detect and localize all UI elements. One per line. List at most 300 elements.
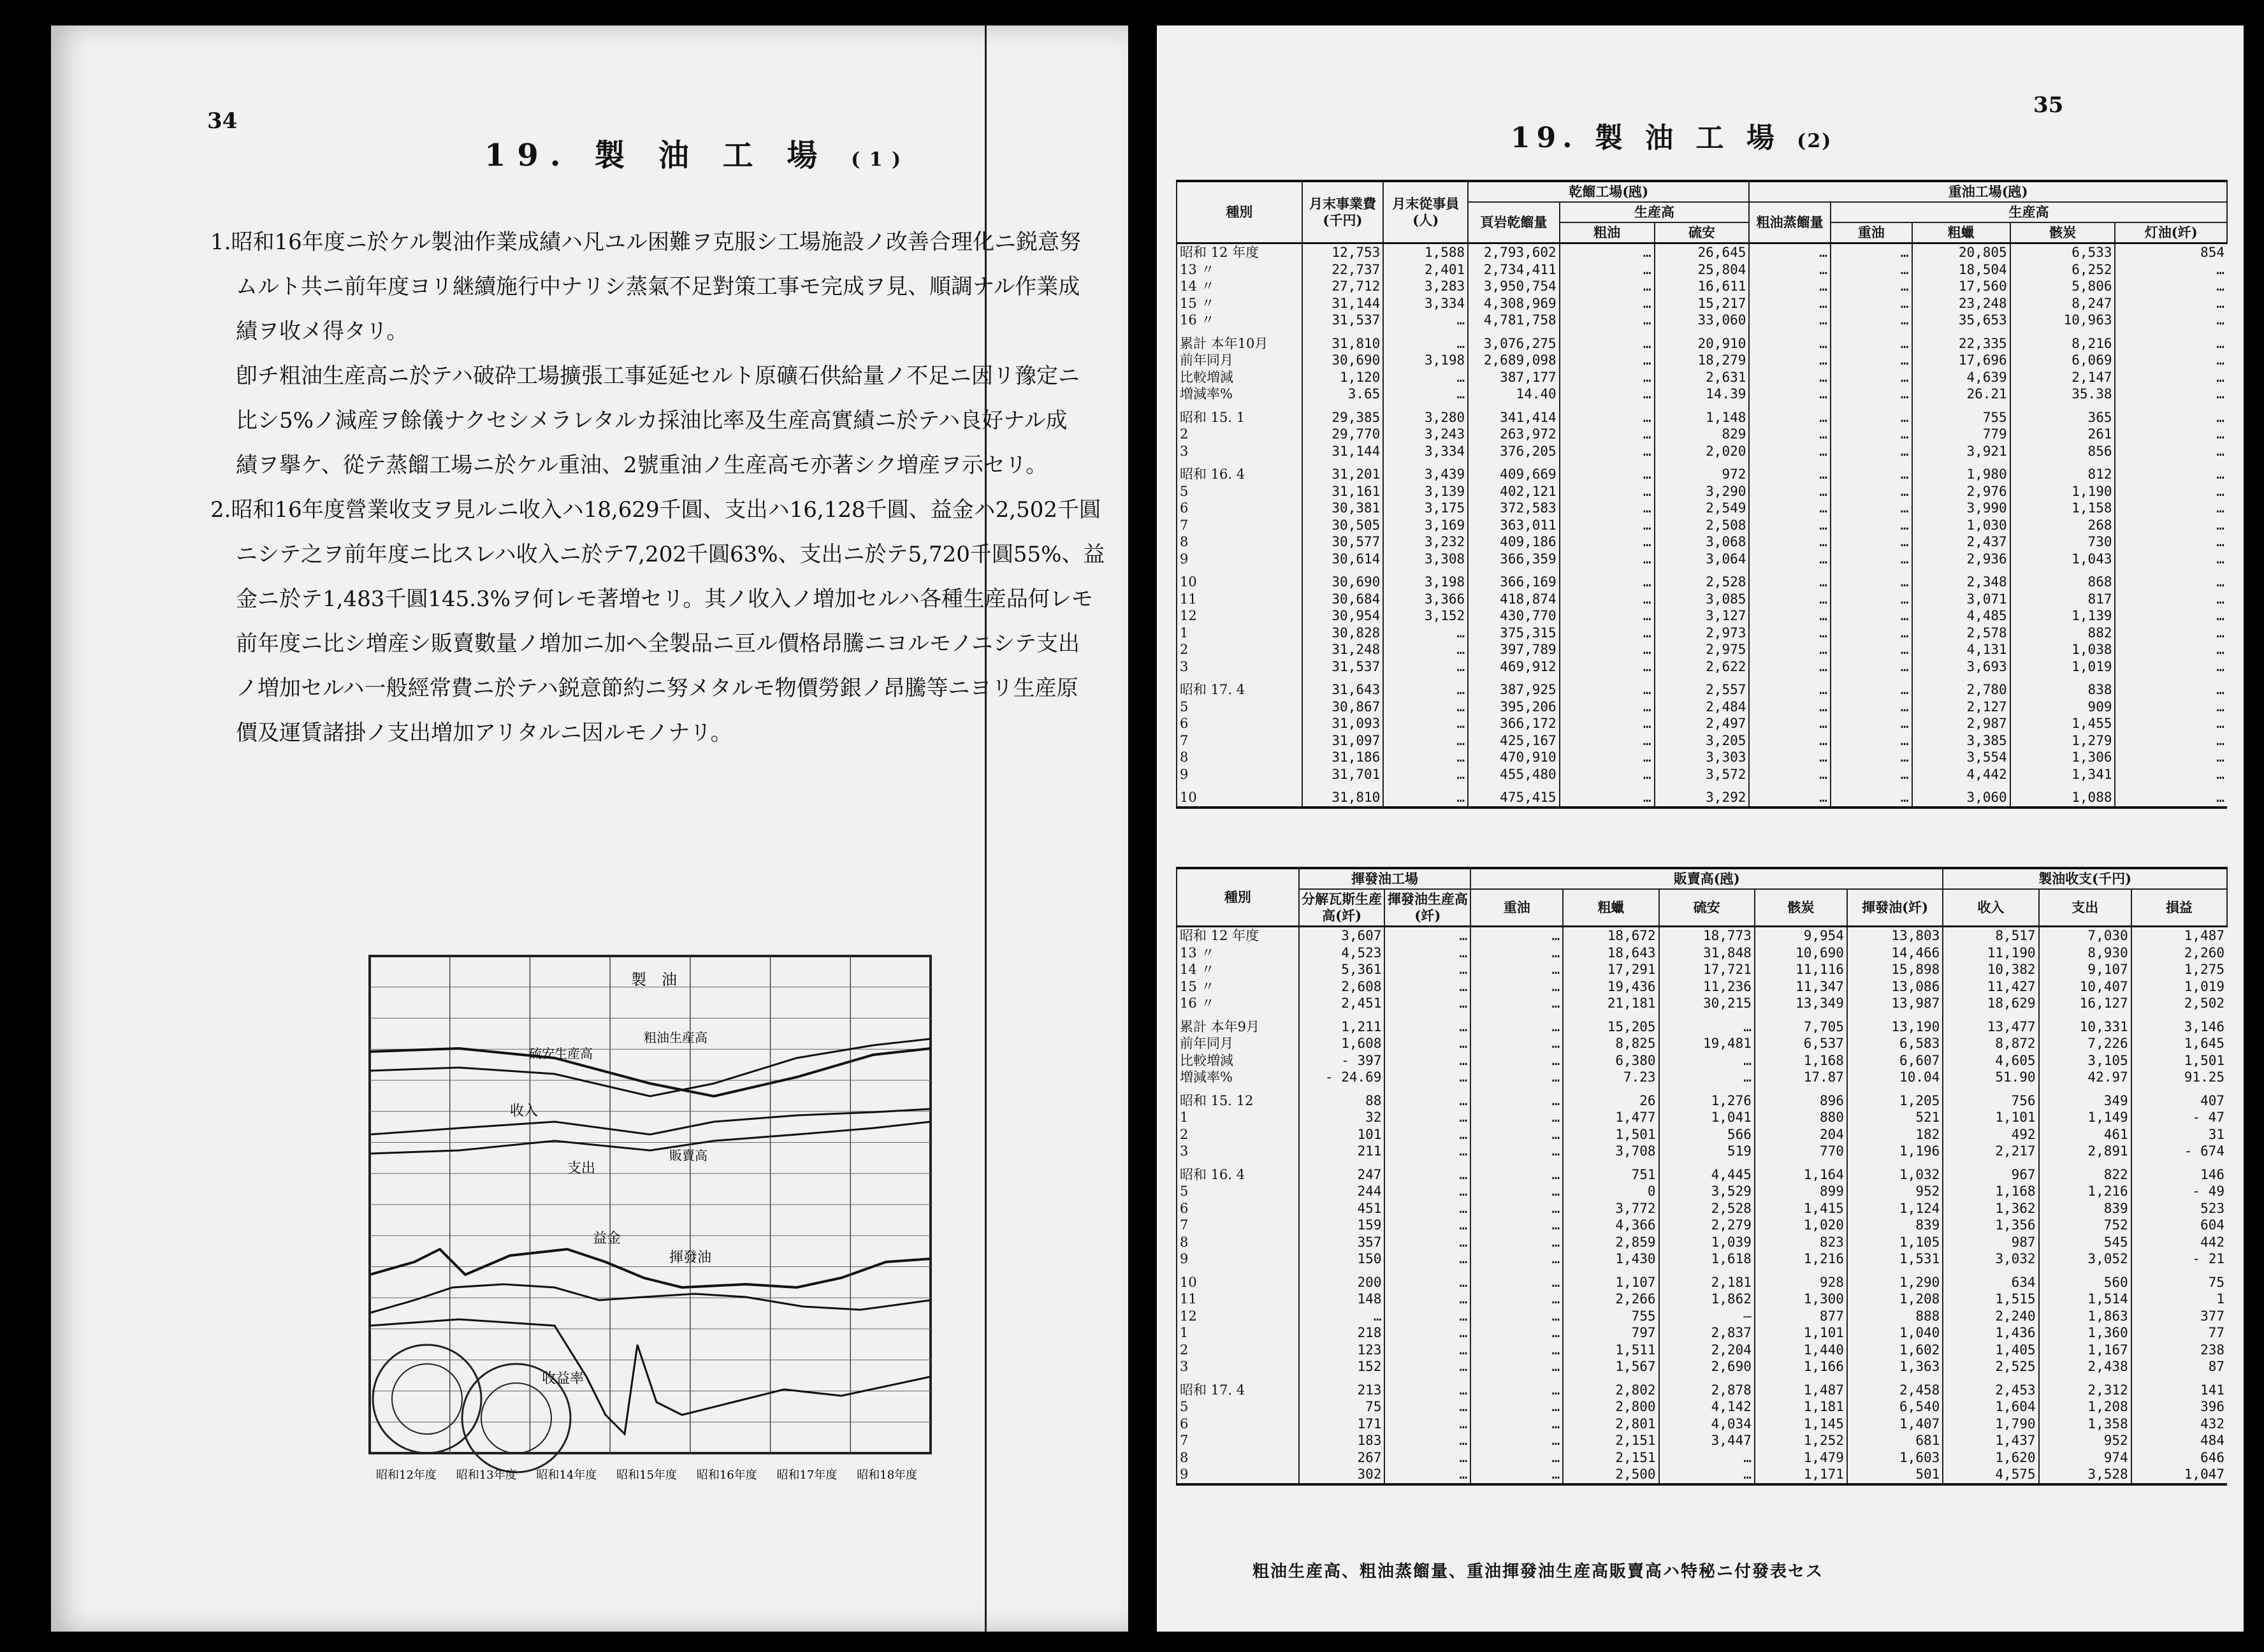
cell: … xyxy=(1749,625,1831,642)
cell: 1,166 xyxy=(1755,1358,1847,1375)
cell: 31,643 xyxy=(1302,675,1384,699)
th-type: 種別 xyxy=(1177,181,1302,243)
cell: 817 xyxy=(2010,591,2115,608)
cell: … xyxy=(1560,369,1655,386)
cell: … xyxy=(1659,1449,1755,1467)
cell: … xyxy=(1384,1324,1470,1342)
cell: … xyxy=(1560,699,1655,716)
cell: 2,631 xyxy=(1655,369,1750,386)
text-line: 金ニ於テ1,483千圓145.3%ヲ何レモ著増セリ。其ノ收入ノ増加セルハ各種生産品何レモ xyxy=(236,586,1093,612)
cell: 29,385 xyxy=(1302,403,1384,426)
cell: … xyxy=(2115,675,2227,699)
cell: 2,204 xyxy=(1659,1342,1755,1359)
text-line: ノ増加セルハ一般經常費ニ於テハ鋭意節約ニ努メタルモ物價勞銀ノ昂騰等ニヨリ生産原 xyxy=(236,676,1078,701)
cell: … xyxy=(1749,443,1831,460)
th-gasoline-out: 揮發油生産高(竏) xyxy=(1384,889,1470,927)
cell: 1,164 xyxy=(1755,1160,1847,1184)
cell: … xyxy=(2115,329,2227,352)
cell: … xyxy=(1470,1143,1563,1160)
th-type: 種別 xyxy=(1177,868,1299,927)
table-row xyxy=(1177,312,2227,329)
cell: … xyxy=(2115,386,2227,403)
cell: … xyxy=(1831,607,1912,625)
cell: 4,523 xyxy=(1299,945,1385,962)
cell: … xyxy=(2115,403,2227,426)
cell: 1,487 xyxy=(2131,927,2227,945)
cell: 492 xyxy=(1943,1126,2038,1143)
cell: … xyxy=(1560,278,1655,295)
row-label: 7 xyxy=(1177,517,1302,534)
cell: … xyxy=(1831,625,1912,642)
cell: 1,620 xyxy=(1943,1449,2038,1467)
cell: 3,127 xyxy=(1655,607,1750,625)
cell: 3,447 xyxy=(1659,1432,1755,1449)
cell: 432 xyxy=(2131,1416,2227,1433)
cell: … xyxy=(1749,386,1831,403)
cell: … xyxy=(1470,1200,1563,1217)
cell: 1,148 xyxy=(1655,403,1750,426)
cell: 566 xyxy=(1659,1126,1755,1143)
cell: 4,485 xyxy=(1912,607,2010,625)
cell: 17,696 xyxy=(1912,352,2010,369)
cell: … xyxy=(1831,766,1912,783)
cell: 501 xyxy=(1847,1466,1943,1484)
row-label: 6 xyxy=(1177,500,1302,517)
cell: … xyxy=(1384,1109,1470,1126)
row-label: 1 xyxy=(1177,1324,1299,1342)
cell: 11,116 xyxy=(1755,961,1847,978)
cell: 3,303 xyxy=(1655,749,1750,766)
row-label: 昭和 16. 4 xyxy=(1177,1160,1299,1184)
table-row xyxy=(1177,927,2227,945)
cell: … xyxy=(2115,749,2227,766)
cell: … xyxy=(2115,533,2227,551)
cell: … xyxy=(1470,1069,1563,1086)
cell: 1,043 xyxy=(2010,551,2115,568)
cell: … xyxy=(1384,1052,1470,1069)
row-label: 14 〃 xyxy=(1177,961,1299,978)
cell: 2,401 xyxy=(1383,261,1468,279)
cell: 1,862 xyxy=(1659,1291,1755,1308)
cell: 4,575 xyxy=(1943,1466,2038,1484)
row-label: 2 xyxy=(1177,641,1302,658)
table-row xyxy=(1177,978,2227,996)
cell: 148 xyxy=(1299,1291,1385,1308)
row-label: 8 xyxy=(1177,749,1302,766)
cell: 972 xyxy=(1655,460,1750,483)
cell: 17,560 xyxy=(1912,278,2010,295)
cell: … xyxy=(1470,1126,1563,1143)
cell: 1,618 xyxy=(1659,1250,1755,1268)
cell: 2,800 xyxy=(1563,1398,1658,1416)
cell: 4,366 xyxy=(1563,1217,1658,1234)
cell: … xyxy=(1470,1086,1563,1110)
cell: 1,276 xyxy=(1659,1086,1755,1110)
cell: 2,973 xyxy=(1655,625,1750,642)
cell: … xyxy=(1470,1234,1563,1251)
cell: 1,514 xyxy=(2039,1291,2131,1308)
cell: … xyxy=(1470,1358,1563,1375)
cell: 1,167 xyxy=(2039,1342,2131,1359)
cell: 770 xyxy=(1755,1143,1847,1160)
cell: … xyxy=(1560,261,1655,279)
cell: 755 xyxy=(1912,403,2010,426)
cell: 3,205 xyxy=(1655,732,1750,750)
cell: - 49 xyxy=(2131,1183,2227,1200)
table-row xyxy=(1177,460,2227,483)
cell: 2,734,411 xyxy=(1468,261,1560,279)
cell: 2,608 xyxy=(1299,978,1385,996)
cell: 519 xyxy=(1659,1143,1755,1160)
cell: 822 xyxy=(2039,1160,2131,1184)
table-row xyxy=(1177,1234,2227,1251)
cell: 31,144 xyxy=(1302,443,1384,460)
cell: 896 xyxy=(1755,1086,1847,1110)
cell: 3,308 xyxy=(1383,551,1468,568)
cell: 7.23 xyxy=(1563,1069,1658,1086)
row-label: 昭和 17. 4 xyxy=(1177,1375,1299,1399)
cell: … xyxy=(1383,641,1468,658)
cell: 974 xyxy=(2039,1449,2131,1467)
th-heavy: 重油 xyxy=(1470,889,1563,927)
cell: … xyxy=(1831,329,1912,352)
cell: … xyxy=(1560,658,1655,676)
cell: 3,529 xyxy=(1659,1183,1755,1200)
cell: 1,020 xyxy=(1755,1217,1847,1234)
cell: … xyxy=(1384,1200,1470,1217)
cell: … xyxy=(1560,533,1655,551)
cell: 2,508 xyxy=(1655,517,1750,534)
cell: 3,198 xyxy=(1383,567,1468,591)
cell: 183 xyxy=(1299,1432,1385,1449)
production-table xyxy=(1176,180,2228,809)
th-sulfate: 硫安 xyxy=(1659,889,1755,927)
chart-title: 製 油 xyxy=(631,971,677,989)
page-number-right: 35 xyxy=(2033,92,2064,118)
cell: 1,101 xyxy=(1943,1109,2038,1126)
cell: 475,415 xyxy=(1468,783,1560,808)
cell: 756 xyxy=(1943,1086,2038,1110)
cell: 1,300 xyxy=(1755,1291,1847,1308)
cell: 2,780 xyxy=(1912,675,2010,699)
cell: … xyxy=(2115,369,2227,386)
cell: … xyxy=(1749,483,1831,500)
cell: 3,772 xyxy=(1563,1200,1658,1217)
cell: … xyxy=(1560,783,1655,808)
cell: 877 xyxy=(1755,1308,1847,1325)
cell: 1,501 xyxy=(2131,1052,2227,1069)
cell: 1,275 xyxy=(2131,961,2227,978)
table-row xyxy=(1177,1449,2227,1467)
th-balance: 製油收支(千円) xyxy=(1943,868,2227,889)
cell: … xyxy=(1383,675,1468,699)
cell: 101 xyxy=(1299,1126,1385,1143)
cell: 8,216 xyxy=(2010,329,2115,352)
cell: … xyxy=(1384,1308,1470,1325)
cell: … xyxy=(1384,1183,1470,1200)
cell: … xyxy=(1384,978,1470,996)
cell: 20,910 xyxy=(1655,329,1750,352)
row-label: 16 〃 xyxy=(1177,995,1299,1012)
cell: 1,588 xyxy=(1383,243,1468,261)
cell: … xyxy=(1749,352,1831,369)
table-row xyxy=(1177,1342,2227,1359)
cell: … xyxy=(2115,261,2227,279)
cell: — xyxy=(1659,1308,1755,1325)
table-row xyxy=(1177,1291,2227,1308)
table-row xyxy=(1177,1268,2227,1291)
cell: … xyxy=(1470,1052,1563,1069)
cell: 1,019 xyxy=(2131,978,2227,996)
text-line: 價及運賃諸掛ノ支出増加アリタルニ因ルモノナリ。 xyxy=(236,720,732,746)
cell: … xyxy=(1749,261,1831,279)
cell: 8,930 xyxy=(2039,945,2131,962)
cell: … xyxy=(1383,766,1468,783)
cell: 856 xyxy=(2010,443,2115,460)
cell: … xyxy=(1470,1342,1563,1359)
x-tick-label: 昭和12年度 xyxy=(376,1468,437,1482)
cell: … xyxy=(1831,460,1912,483)
th-wax: 粗蠟 xyxy=(1563,889,1658,927)
cell: 402,121 xyxy=(1468,483,1560,500)
cell: 3,032 xyxy=(1943,1250,2038,1268)
cell: 3,232 xyxy=(1383,533,1468,551)
cell: … xyxy=(1560,352,1655,369)
cell: 2,557 xyxy=(1655,675,1750,699)
cell: 1,356 xyxy=(1943,1217,2038,1234)
cell: 51.90 xyxy=(1943,1069,2038,1086)
cell: … xyxy=(1560,641,1655,658)
table-row xyxy=(1177,995,2227,1012)
cell: … xyxy=(1831,500,1912,517)
cell: 396 xyxy=(2131,1398,2227,1416)
cell: … xyxy=(1831,312,1912,329)
cell: 20,805 xyxy=(1912,243,2010,261)
row-label: 8 xyxy=(1177,1449,1299,1467)
label-crude: 粗油生産高 xyxy=(644,1030,708,1045)
cell: 15,217 xyxy=(1655,295,1750,312)
cell: … xyxy=(1384,1143,1470,1160)
cell: 3,334 xyxy=(1383,443,1468,460)
cell: 16,127 xyxy=(2039,995,2131,1012)
title-suffix: ( 1 ) xyxy=(851,149,903,171)
cell: 3,068 xyxy=(1655,533,1750,551)
cell: … xyxy=(1383,783,1468,808)
cell: … xyxy=(1749,460,1831,483)
cell: 341,414 xyxy=(1468,403,1560,426)
th-wax: 粗蠟 xyxy=(1912,222,2010,243)
cell: … xyxy=(1749,567,1831,591)
cell: … xyxy=(1383,625,1468,642)
cell: 26.21 xyxy=(1912,386,2010,403)
cell: 4,605 xyxy=(1943,1052,2038,1069)
cell: 1,790 xyxy=(1943,1416,2038,1433)
cell: … xyxy=(2115,591,2227,608)
cell: 1,032 xyxy=(1847,1160,1943,1184)
cell: … xyxy=(1560,329,1655,352)
cell: … xyxy=(1831,551,1912,568)
cell: 1,039 xyxy=(1659,1234,1755,1251)
cell: … xyxy=(1749,658,1831,676)
row-label: 比較増減 xyxy=(1177,369,1302,386)
cell: 928 xyxy=(1755,1268,1847,1291)
cell: 26 xyxy=(1563,1086,1658,1110)
cell: 1,863 xyxy=(2039,1308,2131,1325)
cell: … xyxy=(1560,443,1655,460)
table-row xyxy=(1177,607,2227,625)
cell: … xyxy=(1831,517,1912,534)
cell: 1,515 xyxy=(1943,1291,2038,1308)
cell: 854 xyxy=(2115,243,2227,261)
cell: 470,910 xyxy=(1468,749,1560,766)
row-label: 15 〃 xyxy=(1177,978,1299,996)
table-row xyxy=(1177,443,2227,460)
table-row xyxy=(1177,1308,2227,1325)
label-expense: 支出 xyxy=(567,1161,596,1177)
cell: 2,312 xyxy=(2039,1375,2131,1399)
cell: 6,583 xyxy=(1847,1035,1943,1052)
cell: … xyxy=(1659,1012,1755,1036)
cell: … xyxy=(1383,699,1468,716)
cell: 2,578 xyxy=(1912,625,2010,642)
cell: 15,898 xyxy=(1847,961,1943,978)
th-heavy-oil-plant: 重油工場(瓲) xyxy=(1749,181,2227,202)
cell: … xyxy=(2115,460,2227,483)
row-label: 11 xyxy=(1177,591,1302,608)
cell: 17.87 xyxy=(1755,1069,1847,1086)
text-line: 比シ5%ノ減産ヲ餘儀ナクセシメラレタルカ採油比率及生産高實績ニ於テハ良好ナル成 xyxy=(236,408,1068,433)
cell: 2,802 xyxy=(1563,1375,1658,1399)
cell: 2,240 xyxy=(1943,1308,2038,1325)
cell: 31,093 xyxy=(1302,715,1384,732)
cell: … xyxy=(1831,443,1912,460)
cell: 407 xyxy=(2131,1086,2227,1110)
x-tick-label: 昭和18年度 xyxy=(857,1468,918,1482)
row-label: 比較増減 xyxy=(1177,1052,1299,1069)
table-row xyxy=(1177,295,2227,312)
cell: 1,149 xyxy=(2039,1109,2131,1126)
cell: 150 xyxy=(1299,1250,1385,1268)
th-gasoline: 揮發油(竏) xyxy=(1847,889,1943,927)
row-label: 10 xyxy=(1177,783,1302,808)
cell: … xyxy=(2115,312,2227,329)
cell: … xyxy=(1384,1358,1470,1375)
table-row xyxy=(1177,403,2227,426)
cell: 372,583 xyxy=(1468,500,1560,517)
table-row xyxy=(1177,675,2227,699)
cell: 3.65 xyxy=(1302,386,1384,403)
table-row xyxy=(1177,1143,2227,1160)
th-output-2: 生産高 xyxy=(1831,202,2227,222)
cell: 11,427 xyxy=(1943,978,2038,996)
table-row xyxy=(1177,591,2227,608)
cell: 13,477 xyxy=(1943,1012,2038,1036)
cell: 13,803 xyxy=(1847,927,1943,945)
table-row xyxy=(1177,1086,2227,1110)
label-sulfate: 硫安生産高 xyxy=(529,1046,593,1061)
cell: 31,186 xyxy=(1302,749,1384,766)
row-label: 昭和 17. 4 xyxy=(1177,675,1302,699)
table-row xyxy=(1177,1416,2227,1433)
cell: 1,047 xyxy=(2131,1466,2227,1484)
cell: 839 xyxy=(2039,1200,2131,1217)
cell: 2,279 xyxy=(1659,1217,1755,1234)
table-row xyxy=(1177,1432,2227,1449)
cell: 30,867 xyxy=(1302,699,1384,716)
cell: 2,260 xyxy=(2131,945,2227,962)
cell: … xyxy=(1384,1069,1470,1086)
cell: 2,622 xyxy=(1655,658,1750,676)
cell: 909 xyxy=(2010,699,2115,716)
cell: 1,139 xyxy=(2010,607,2115,625)
cell: 2,484 xyxy=(1655,699,1750,716)
cell: 4,639 xyxy=(1912,369,2010,386)
cell: 19,436 xyxy=(1563,978,1658,996)
cell: 1,362 xyxy=(1943,1200,2038,1217)
table-row xyxy=(1177,500,2227,517)
cell: 8,825 xyxy=(1563,1035,1658,1052)
cell: 261 xyxy=(2010,426,2115,443)
cell: 18,629 xyxy=(1943,995,2038,1012)
cell: 523 xyxy=(2131,1200,2227,1217)
title-text: 19. 製 油 工 場 xyxy=(1511,122,1781,154)
cell: … xyxy=(1831,426,1912,443)
table-row xyxy=(1177,1375,2227,1399)
cell: 952 xyxy=(1847,1183,1943,1200)
cell: 1,171 xyxy=(1755,1466,1847,1484)
cell: 2,500 xyxy=(1563,1466,1658,1484)
cell: 1,430 xyxy=(1563,1250,1658,1268)
cell: … xyxy=(2115,783,2227,808)
cell: 27,712 xyxy=(1302,278,1384,295)
table-row xyxy=(1177,1069,2227,1086)
cell: 3,085 xyxy=(1655,591,1750,608)
table-row xyxy=(1177,278,2227,295)
cell: … xyxy=(1560,766,1655,783)
row-label: 5 xyxy=(1177,699,1302,716)
cell: 75 xyxy=(1299,1398,1385,1416)
cell: 1,567 xyxy=(1563,1358,1658,1375)
row-label: 増減率% xyxy=(1177,386,1302,403)
cell: 2,438 xyxy=(2039,1358,2131,1375)
cell: … xyxy=(1560,591,1655,608)
text-line: 績ヲ收メ得タリ。 xyxy=(236,319,409,344)
th-retort-plant: 乾餾工場(瓲) xyxy=(1468,181,1749,202)
cell: 2,348 xyxy=(1912,567,2010,591)
cell: 1,216 xyxy=(2039,1183,2131,1200)
cell: 30,954 xyxy=(1302,607,1384,625)
cell: 31,537 xyxy=(1302,658,1384,676)
cell: … xyxy=(1831,675,1912,699)
cell: 31,810 xyxy=(1302,329,1384,352)
footnote: 粗油生産高、粗油蒸餾量、重油揮發油生産高販賣高ハ特秘ニ付發表セス xyxy=(1252,1562,1824,1581)
cell: 1,531 xyxy=(1847,1250,1943,1268)
cell: 30,381 xyxy=(1302,500,1384,517)
cell: … xyxy=(1831,749,1912,766)
cell: 1,168 xyxy=(1755,1052,1847,1069)
cell: 29,770 xyxy=(1302,426,1384,443)
cell: 880 xyxy=(1755,1109,1847,1126)
cell: … xyxy=(1749,243,1831,261)
label-sales: 販賣高 xyxy=(669,1148,708,1163)
th-crude: 粗油 xyxy=(1560,222,1655,243)
th-sulfate: 硫安 xyxy=(1655,222,1750,243)
table-row xyxy=(1177,1126,2227,1143)
table-row xyxy=(1177,658,2227,676)
cell: 409,186 xyxy=(1468,533,1560,551)
cell: 1,158 xyxy=(2010,500,2115,517)
cell: 1,306 xyxy=(2010,749,2115,766)
